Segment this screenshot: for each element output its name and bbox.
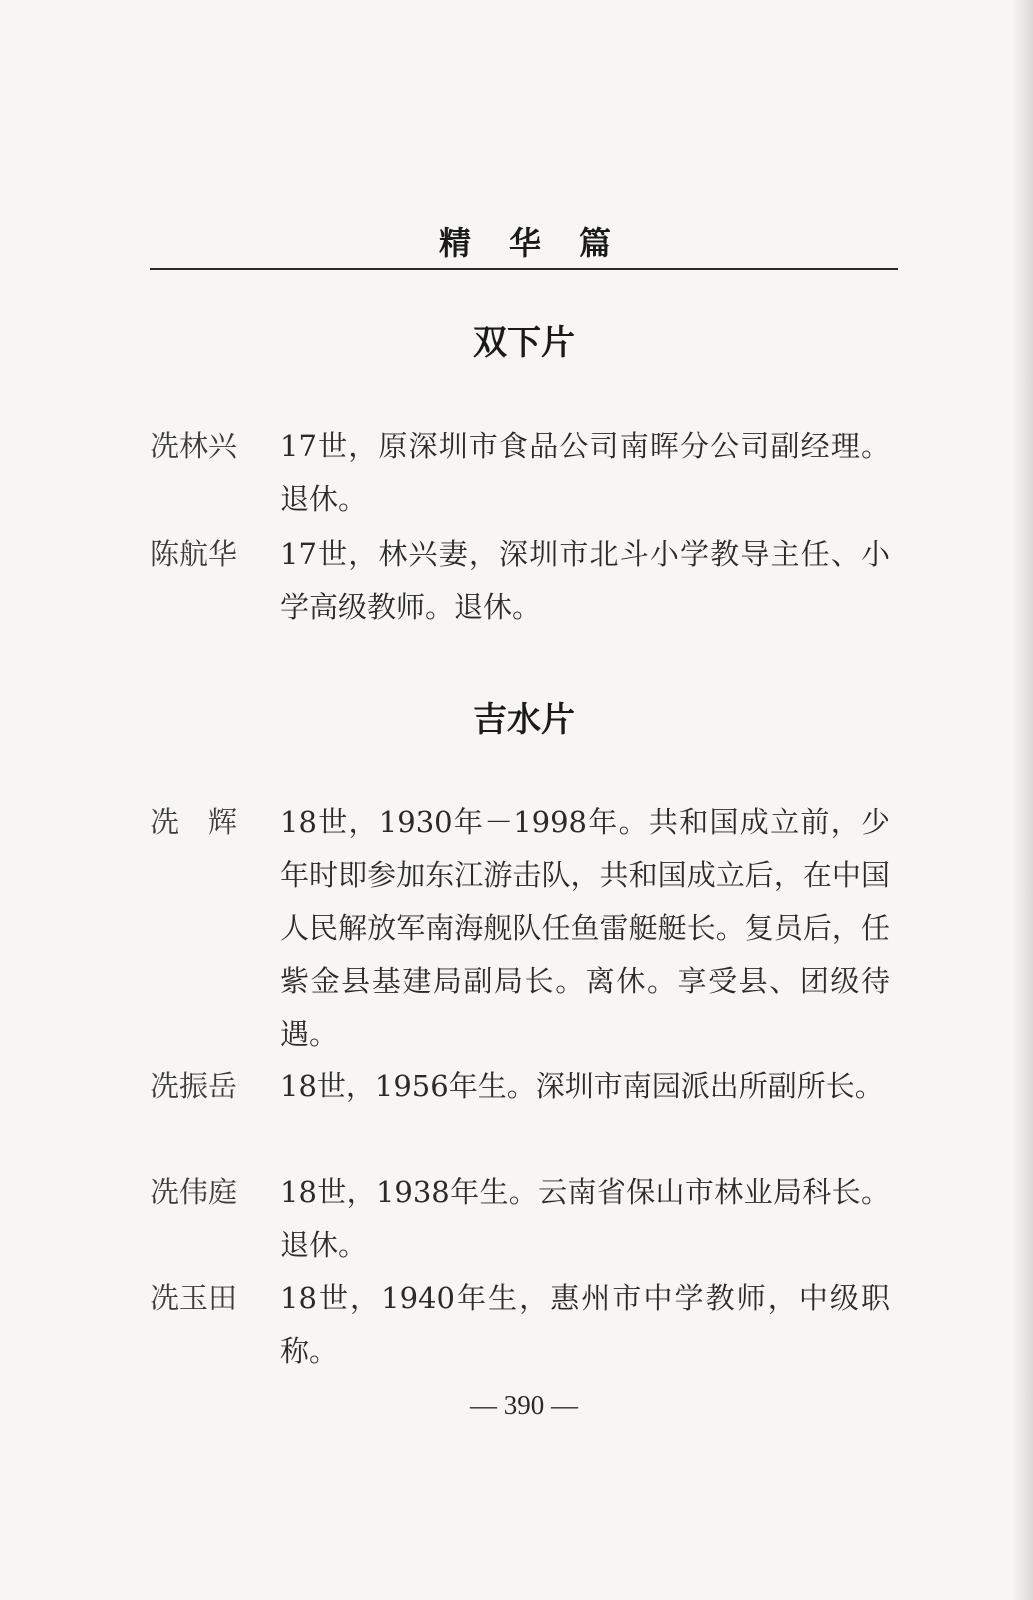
entry-name: 冼 辉 [150,805,238,839]
section-title-jishui: 吉水片 [473,700,575,740]
section-title-shuangxia: 双下片 [473,323,575,363]
entry-text: 18世，1930年－1998年。共和国成立前，少年时即参加东江游击队，共和国成立后，在中国人民解放军南海舰队任鱼雷艇艇长。复员后，任紫金县基建局副局长。离休。享受县、团级待遇。 [280,805,890,1051]
entry-text: 18世，1940年生，惠州市中学教师，中级职称。 [280,1281,890,1368]
entry-text: 18世，1956年生。深圳市南园派出所副所长。 [280,1069,884,1103]
entry-text: 17世，原深圳市食品公司南晖分公司副经理。退休。 [280,429,890,516]
page-number: — 390 — [470,1390,578,1420]
entry-name: 冼玉田 [150,1281,238,1315]
entry-name: 冼伟庭 [150,1175,238,1209]
entry-text: 17世，林兴妻，深圳市北斗小学教导主任、小学高级教师。退休。 [280,537,890,624]
entry-name: 冼振岳 [150,1069,238,1103]
entry-text: 18世，1938年生。云南省保山市林业局科长。退休。 [280,1175,890,1262]
page-edge-shadow [1013,0,1033,1600]
entry-name: 冼林兴 [150,429,238,463]
entry-name: 陈航华 [150,537,238,571]
header-rule [150,268,898,270]
running-head: 精华篇 [438,224,649,262]
